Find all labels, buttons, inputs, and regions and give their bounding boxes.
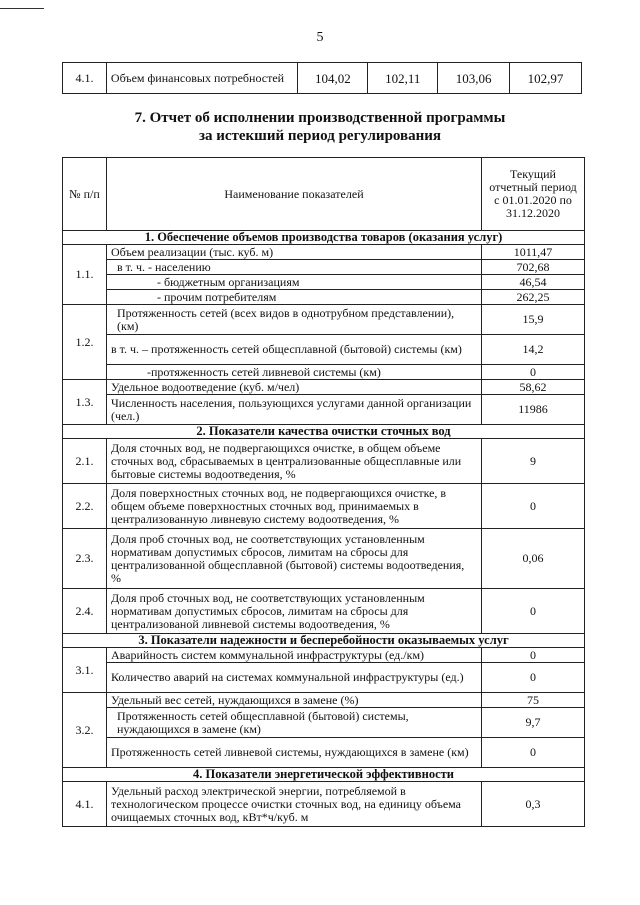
financial-needs-table [62,62,582,94]
indicator-name: в т. ч. – протяженность сетей общесплавной (бытовой) системы (км) [107,335,482,365]
indicator-name: Удельный расход электрической энергии, потребляемой в технологическом процессе очистки сточных вод, на единицу объема очищаемых сточных вод, кВт*ч/куб. м [107,782,482,827]
indicator-value: 9,7 [482,708,585,738]
indicator-name: Доля поверхностных сточных вод, не подвергающихся очистке, в общем объеме поверхностных сточных вод, принимаемых в централизованную ливневую систему водоотведения, % [107,484,482,529]
indicator-name: Объем реализации (тыс. куб. м) [107,245,482,260]
indicator-value: 702,68 [482,260,585,275]
table-row [63,380,585,395]
row-number: 3.2. [63,693,107,768]
indicator-value: 14,2 [482,335,585,365]
section-title: 3. Показатели надежности и бесперебойности оказываемых услуг [63,634,585,648]
indicator-value: 0,06 [482,529,585,589]
corner-mark [0,8,44,9]
table-row [63,648,585,663]
indicator-name: Численность населения, пользующихся услугами данной организации (чел.) [107,395,482,425]
section-title: 4. Показатели энергетической эффективности [63,768,585,782]
table-row [63,484,585,529]
indicator-name: Удельное водоотведение (куб. м/чел) [107,380,482,395]
value-cell: 104,02 [298,63,368,94]
section-row [63,231,585,245]
indicator-name: Аварийность систем коммунальной инфраструктуры (ед./км) [107,648,482,663]
value-cell: 103,06 [438,63,510,94]
table-row [63,663,585,693]
header-name: Наименование показателей [107,158,482,231]
indicator-value: 262,25 [482,290,585,305]
indicator-value: 58,62 [482,380,585,395]
section-row [63,768,585,782]
table-row [63,529,585,589]
indicator-name: Удельный вес сетей, нуждающихся в замене (%) [107,693,482,708]
indicator-value: 75 [482,693,585,708]
indicator-name: в т. ч. - населению [107,260,482,275]
table-row [63,335,585,365]
heading-line-1: 7. Отчет об исполнении производственной программы [134,110,506,126]
report-table [62,157,585,827]
table-row [63,782,585,827]
indicator-name: Объем финансовых потребностей [106,63,298,94]
indicator-name: Протяженность сетей ливневой системы, нуждающихся в замене (км) [107,738,482,768]
indicator-value: 0 [482,663,585,693]
table-row [63,275,585,290]
table-row [63,305,585,335]
header-num: № п/п [63,158,107,231]
table-row [63,245,585,260]
row-number: 1.2. [63,305,107,380]
indicator-value: 1011,47 [482,245,585,260]
row-number: 2.4. [63,589,107,634]
indicator-value: 0,3 [482,782,585,827]
indicator-value: 11986 [482,395,585,425]
table-row [63,365,585,380]
section-row [63,634,585,648]
table-row [63,395,585,425]
table-row [63,589,585,634]
row-number: 2.3. [63,529,107,589]
indicator-value: 0 [482,738,585,768]
row-number: 4.1. [63,63,107,94]
indicator-name: Доля проб сточных вод, не соответствующих установленным нормативам допустимых сбросов, лимитам на сбросы для централизованной общесплавной (бытовой) системы водоотведения, % [107,529,482,589]
indicator-value: 9 [482,439,585,484]
table-row [63,738,585,768]
page-number: 5 [316,30,324,45]
section-title: 2. Показатели качества очистки сточных вод [63,425,585,439]
row-number: 2.2. [63,484,107,529]
indicator-name: Доля сточных вод, не подвергающихся очистке, в общем объеме сточных вод, сбрасываемых в централизованные общесплавные или бытовые системы водоотведения, % [107,439,482,484]
indicator-value: 15,9 [482,305,585,335]
header-period: Текущий отчетный период с 01.01.2020 по 31.12.2020 [482,158,585,231]
row-number: 1.1. [63,245,107,305]
row-number: 4.1. [63,782,107,827]
indicator-name: - бюджетным организациям [107,275,482,290]
table-header-row [63,158,585,231]
indicator-value: 0 [482,648,585,663]
row-number: 1.3. [63,380,107,425]
section-title: 1. Обеспечение объемов производства товаров (оказания услуг) [63,231,585,245]
indicator-value: 0 [482,589,585,634]
table-row [63,693,585,708]
indicator-name: Доля проб сточных вод, не соответствующих установленным нормативам допустимых сбросов, лимитам на сбросы для централизованой ливневой системы водоотведения, % [107,589,482,634]
indicator-value: 46,54 [482,275,585,290]
value-cell: 102,97 [510,63,582,94]
indicator-name: Количество аварий на системах коммунальной инфраструктуры (ед.) [107,663,482,693]
table-row [63,290,585,305]
table-row [63,63,582,94]
indicator-name: Протяженность сетей (всех видов в однотрубном представлении), (км) [107,305,482,335]
indicator-name: Протяженность сетей общесплавной (бытовой) системы, нуждающихся в замене (км) [107,708,482,738]
indicator-name: -протяженность сетей ливневой системы (км) [107,365,482,380]
row-number: 3.1. [63,648,107,693]
heading-line-2: за истекший период регулирования [198,128,442,144]
indicator-value: 0 [482,484,585,529]
section-heading [0,109,640,145]
table-row [63,260,585,275]
value-cell: 102,11 [368,63,438,94]
row-number: 2.1. [63,439,107,484]
table-row [63,439,585,484]
indicator-value: 0 [482,365,585,380]
section-row [63,425,585,439]
indicator-name: - прочим потребителям [107,290,482,305]
table-row [63,708,585,738]
